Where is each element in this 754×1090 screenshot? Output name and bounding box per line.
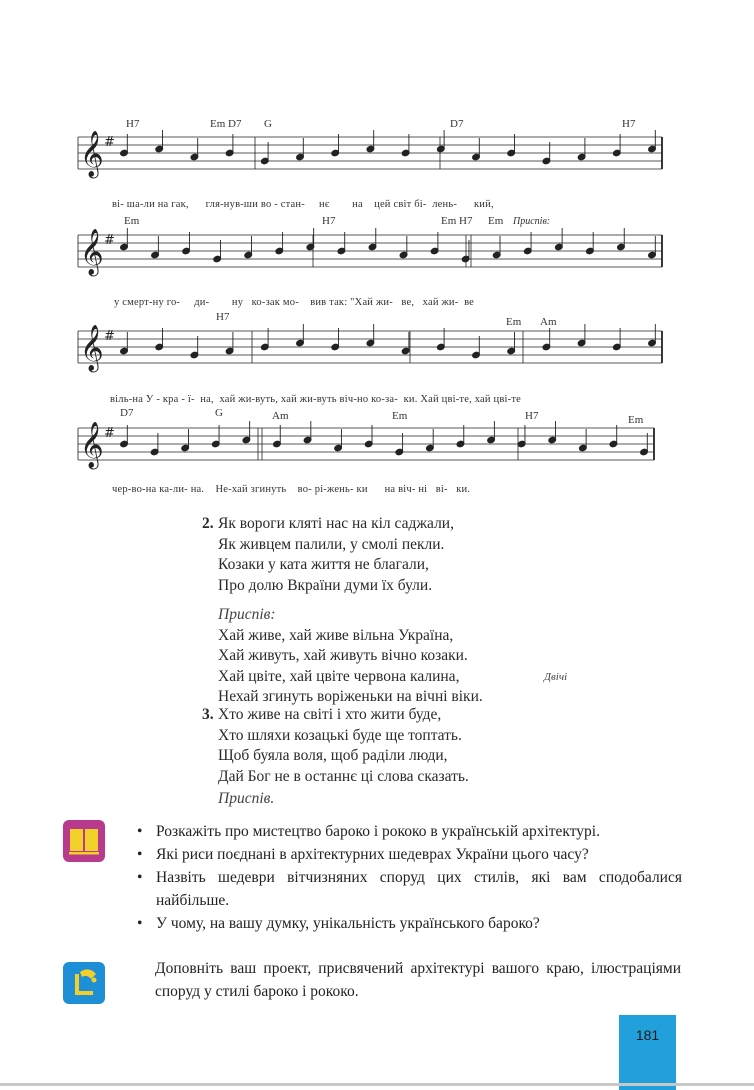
list-item: • Назвіть шедеври вітчизняних споруд цих стилів, які вам сподобалися найбільше. — [137, 869, 682, 909]
page-number-tab — [619, 1015, 676, 1090]
book-icon — [63, 820, 105, 862]
key-sharp: # — [104, 426, 115, 441]
verse-line: Хто шляхи козацькі буде ще топтать. — [218, 726, 462, 744]
verse-number: 3. — [202, 706, 214, 723]
chorus-line: Нехай згинуть воріженьки на вічні віки. — [218, 688, 483, 705]
verse-line: Щоб буяла воля, щоб раділи люди, — [218, 747, 448, 764]
chord-symbol: H7 — [622, 118, 636, 130]
list-item: • Розкажіть про мистецтво бароко і рококо в українській архітектурі. — [137, 823, 600, 840]
chorus-line: Хай живе, хай живе вільна Україна, — [218, 626, 454, 644]
treble-clef-icon: 𝄞 — [80, 422, 104, 468]
lyrics-line-3: віль-на У - кра - ї- на, хай жи-вуть, хай жи-вуть віч-но ко-за- ки. Хай цві-те, хай цві-те — [110, 394, 521, 405]
staff — [78, 131, 662, 179]
chord-symbol: Am — [540, 316, 557, 328]
chord-symbol: Em H7 — [441, 215, 473, 227]
note-group — [120, 228, 657, 263]
lyrics-line-2: у смерт-ну го- ди- ну ко-зак мо- вив так: "Хай жи- ве, хай жи- ве — [114, 297, 475, 308]
list-item: • Які риси поєднані в архітектурних шедеврах України цього часу? — [137, 846, 589, 863]
verse-3 — [202, 705, 469, 810]
chord-symbol: D7 — [120, 407, 134, 419]
chord-symbol: D7 — [450, 118, 464, 130]
repeat-note: Двічі — [544, 671, 568, 683]
chorus-line: Хай живуть, хай живуть вічно козаки. — [218, 647, 468, 664]
chorus-line: Хай цвіте, хай цвіте червона калина, — [218, 667, 460, 685]
verse-line: Хто живе на світі і хто жити буде, — [218, 706, 442, 723]
chord-symbol: G — [264, 118, 272, 130]
treble-clef-icon: 𝄞 — [80, 229, 104, 275]
lamp-icon — [63, 962, 105, 1004]
key-sharp: # — [104, 329, 115, 344]
questions-list — [134, 820, 682, 935]
list-item: • У чому, на вашу думку, унікальність українського бароко? — [137, 915, 540, 932]
chorus-tag: Приспів: — [513, 216, 551, 227]
lyrics-line-1: ві- шa-ли на гак, гля-нув-ши во - стан- нє на цей світ бі- лень- кий, — [112, 199, 494, 210]
chord-symbol: Em D7 — [210, 118, 242, 130]
chord-symbol: Em — [124, 215, 140, 227]
note-group — [120, 421, 649, 456]
bottom-rule — [0, 1083, 754, 1086]
verse-line: Як вороги кляті нас на кіл саджали, — [218, 515, 454, 532]
verse-line: Як живцем палили, у смолі пекли. — [218, 535, 445, 553]
chord-symbol: Em — [488, 215, 504, 227]
project-task: Доповніть ваш проект, присвячений архітектурі вашого краю, ілюстраціями споруд у стилі бароко і рококо. — [155, 960, 681, 1000]
treble-clef-icon: 𝄞 — [80, 325, 104, 371]
chorus-label: Приспів. — [218, 790, 275, 807]
chord-symbol: Em — [628, 414, 644, 426]
verse-line: Козаки у ката життя не благали, — [218, 556, 429, 573]
verse-line: Про долю Вкраїни думи їх були. — [218, 576, 433, 594]
verse-number: 2. — [202, 515, 214, 532]
chord-symbol: Am — [272, 410, 289, 422]
note-group — [120, 324, 657, 359]
chord-symbol: H7 — [216, 311, 230, 323]
chord-symbol: H7 — [322, 215, 336, 227]
key-sharp: # — [104, 233, 115, 248]
staff — [78, 229, 662, 277]
key-sharp: # — [104, 135, 115, 150]
staff — [78, 325, 662, 373]
chorus-label: Приспів: — [218, 606, 276, 623]
chord-symbol: H7 — [126, 118, 140, 130]
verse-line: Дай Бог не в останнє ці слова сказать. — [218, 767, 469, 785]
lyrics-line-4: чер-во-на ка-ли- на. Не-хай згинуть во- рі-жень- ки на віч- ні ві- ки. — [112, 484, 471, 495]
page-number: 181 — [635, 1027, 660, 1043]
note-group — [120, 130, 657, 165]
chord-symbol: H7 — [525, 410, 539, 422]
verse-2 — [202, 514, 483, 708]
treble-clef-icon: 𝄞 — [80, 131, 104, 177]
chord-symbol: Em — [506, 316, 522, 328]
chord-symbol: Em — [392, 410, 408, 422]
chord-symbol: G — [215, 407, 223, 419]
